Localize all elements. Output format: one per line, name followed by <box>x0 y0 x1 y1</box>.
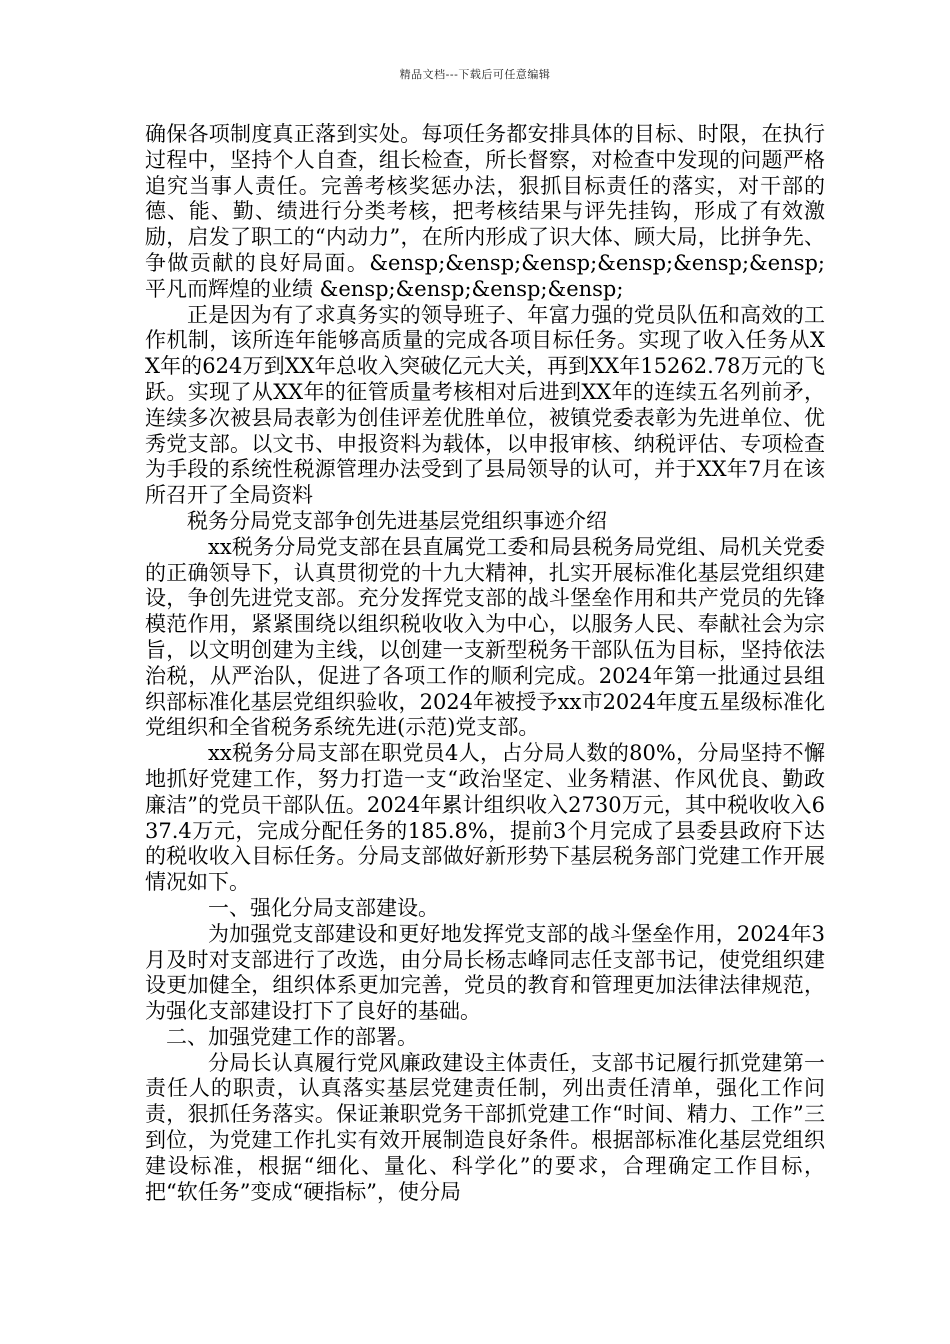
paragraph-2: 正是因为有了求真务实的领导班子、年富力强的党员队伍和高效的工作机制，该所连年能够高质量的完成各项目标任务。实现了收入任务从XX年的624万到XX年总收入突破亿元大关，再到XX年15262.78万元的飞跃。实现了从XX年的征管质量考核相对后进到XX年的连续五名列前矛，连续多次被县局表彰为创佳评差优胜单位，被镇党委表彰为先进单位、优秀党支部。以文书、申报资料为载体，以申报审核、纳税评估、专项检查为手段的系统性税源管理办法受到了县局领导的认可，并于XX年7月在该所召开了全局资料 <box>145 302 825 508</box>
heading-1: 一、强化分局支部建设。 <box>208 895 439 920</box>
document-body <box>145 122 825 1205</box>
paragraph-6: 分局长认真履行党风廉政建设主体责任，支部书记履行抓党建第一责任人的职责，认真落实基层党建责任制，列出责任清单，强化工作问责，狠抓任务落实。保证兼职党务干部抓党建工作“时间、精力、工作”三到位，为党建工作扎实有效开展制造良好条件。根据部标准化基层党组织建设标准，根据“细化、量化、科学化”的要求，合理确定工作目标，把“软任务”变成“硬指标”，使分局 <box>145 1050 825 1204</box>
paragraph-5: 为加强党支部建设和更好地发挥党支部的战斗堡垒作用，2024年3月及时对支部进行了改选，由分局长杨志峰同志任支部书记，使党组织建设更加健全，组织体系更加完善，党员的教育和管理更加法律法律规范，为强化支部建设打下了良好的基础。 <box>145 921 825 1024</box>
paragraph-3: xx税务分局党支部在县直属党工委和局县税务局党组、局机关党委的正确领导下，认真贯彻党的十九大精神，扎实开展标准化基层党组织建设，争创先进党支部。充分发挥党支部的战斗堡垒作用和共产党员的先锋模范作用，紧紧围绕以组织税收收入为中心，以服务人民、奉献社会为宗旨，以文明创建为主线，以创建一支新型税务干部队伍为目标，坚持依法治税，从严治队，促进了各项工作的顺利完成。2024年第一批通过县组织部标准化基层党组织验收，2024年被授予xx市2024年度五星级标准化党组织和全省税务系统先进(示范)党支部。 <box>145 534 825 740</box>
heading-2: 二、加强党建工作的部署。 <box>166 1024 418 1049</box>
paragraph-1: 确保各项制度真正落到实处。每项任务都安排具体的目标、时限，在执行过程中，坚持个人自查，组长检查，所长督察，对检查中发现的问题严格追究当事人责任。完善考核奖惩办法，狠抓目标责任的落实，对干部的德、能、勤、绩进行分类考核，把考核结果与评先挂钩，形成了有效激励，启发了职工的“内动力”，在所内形成了识大体、顾大局，比拼争先、争做贡献的良好局面。&ensp;&ensp;&ensp;&ensp;&ensp;&ensp; 平凡而辉煌的业绩 &ensp;&ensp;&ensp;&ensp; <box>145 122 825 301</box>
paragraph-4: xx税务分局支部在职党员4人，占分局人数的80%，分局坚持不懈地抓好党建工作，努力打造一支“政治坚定、业务精湛、作风优良、勤政廉洁”的党员干部队伍。2024年累计组织收入2730万元，其中税收收入637.4万元，完成分配任务的185.8%，提前3个月完成了县委县政府下达的税收收入目标任务。分局支部做好新形势下基层税务部门党建工作开展情况如下。 <box>145 741 825 895</box>
section-title: 税务分局党支部争创先进基层党组织事迹介绍 <box>187 508 607 533</box>
page-header: 精品文档---下载后可任意编辑 <box>399 68 551 81</box>
